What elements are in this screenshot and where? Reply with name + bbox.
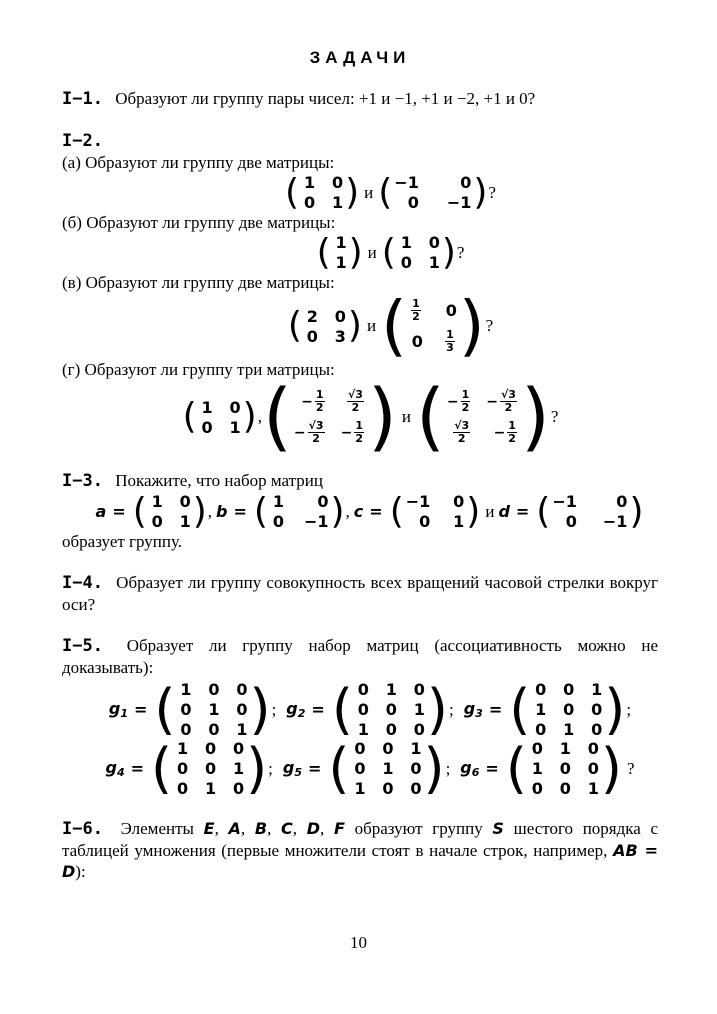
problem-4 (62, 572, 658, 615)
problem-2c-text: (в) Образуют ли группу две матрицы: (62, 273, 335, 292)
page-number: 10 (350, 933, 367, 952)
problem-5-row1: $g_1$ = ( 1 0 0 0 1 0 0 0 1 ) ; $g_2$ = ( 0 1 0 0 0 1 1 0 0 ) ; $g_3$ = ( 0 0 1 1 0 0 0 1 0 ) ; (108, 677, 632, 741)
matrix: ( 2 0 0 3 ) (287, 305, 362, 346)
problem-label: I−1. (62, 89, 103, 109)
matrix: ( $\frac{1}{2}$ 0 0 $\frac{1}{3}$ ) (381, 287, 485, 364)
matrix: ( 1 0 0 1 ) (381, 231, 456, 273)
problem-2 (62, 130, 658, 460)
problem-5-row2: $g_4$ = ( 1 0 0 0 0 1 0 1 0 ) ; $g_5$ = ( 0 0 1 0 1 0 1 0 0 ) ; $g_6$ = ( 0 1 0 1 0 0 0 0 1 ) ? (105, 736, 635, 800)
problem-2b-text: (б) Образуют ли группу две матрицы: (62, 213, 336, 232)
problem-6: I−6. Элементы E, A, B, C, D, F образуют группу S шестого порядка с таблицей умножения (первые множители стоят в начале строк, например, AB = D): (62, 819, 659, 881)
matrix: ( −1 0 0 −1 ) (378, 171, 488, 213)
problem-2a-matrices: ( 1 0 0 1 ) и ( −1 0 0 −1 ) ? (285, 171, 496, 213)
problem-label: I−2. (62, 131, 103, 151)
problem-3-tail: образует группу. (62, 532, 183, 551)
matrix: ( − $\frac{1}{2}$ − $\frac{√3}{2}$ $\frac{√3}{2}$ − $\frac{1}{2}$ ) (415, 374, 550, 460)
page-title: ЗАДАЧИ (309, 48, 411, 67)
problem-label: I−6. (62, 819, 103, 839)
problem-label: I−3. (62, 471, 103, 491)
problem-label: I−5. (62, 636, 103, 656)
matrix: ( 1 0 0 1 ) (285, 171, 360, 213)
problem-3 (62, 470, 658, 552)
problem-label: I−4. (62, 573, 103, 593)
problem-text: Покажите, что набор матриц (115, 471, 323, 490)
problem-5 (62, 635, 658, 798)
problem-2a-text: (а) Образуют ли группу две матрицы: (62, 153, 335, 172)
matrix: ( 1 1 ) (316, 231, 363, 273)
problem-2d-text: (г) Образуют ли группу три матрицы: (62, 360, 335, 379)
problem-1 (62, 88, 658, 110)
problem-2b-matrices: ( 1 1 ) и ( 1 0 0 1 ) ? (316, 231, 465, 273)
problem-text: Образует ли группу набор матриц (ассоциативность можно не доказывать): (62, 636, 658, 677)
problem-text: Образуют ли группу пары чисел: +1 и −1, +1 и −2, +1 и 0? (115, 89, 536, 108)
matrix: ( 1 0 0 1 ) (182, 396, 257, 437)
matrix: ( − $\frac{1}{2}$ $\frac{√3}{2}$ − $\frac{√3}{2}$ − $\frac{1}{2}$ ) (262, 374, 397, 460)
problem-3-matrices: a = ( 1 0 0 1 ) , b = ( 1 0 0 −1 ) , c = ( −1 0 0 1 ) и d = ( −1 0 0 −1 ) (95, 490, 644, 532)
problem-2c-matrices: ( 2 0 0 3 ) и ( $\frac{1}{2}$ 0 0 $\frac{1}{3}$ ) ? (287, 287, 494, 364)
problem-2d-matrices: ( 1 0 0 1 ) , ( − $\frac{1}{2}$ $\frac{√3}{2}$ − $\frac{√3}{2}$ − $\frac{1}{2}$ ) и ( − $\frac{1}{2}$ − $\frac{√3}{2}$ $\frac{√3}{2}$ − $\frac{1}{2}$ ) ? (182, 374, 559, 460)
problem-text: Образует ли группу совокупность всех вращений часовой стрелки вокруг оси? (62, 573, 658, 614)
page (62, 48, 658, 882)
